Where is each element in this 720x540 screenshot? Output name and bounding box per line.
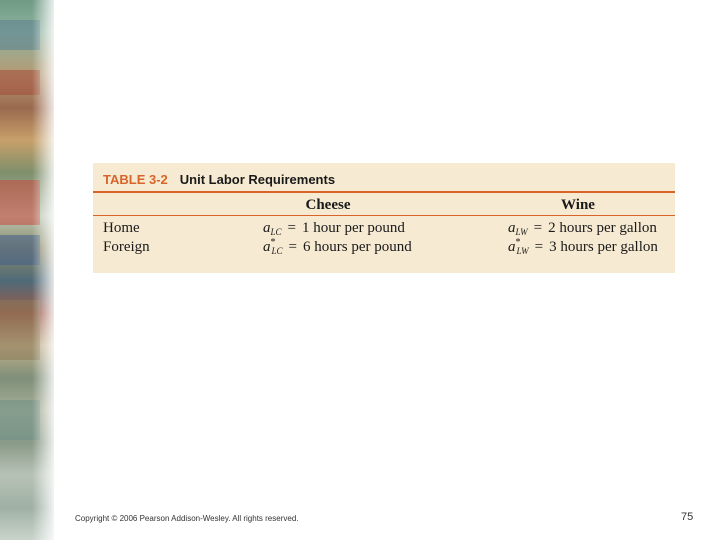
equals-sign: =	[533, 220, 543, 236]
table-top-rule	[93, 191, 675, 193]
symbol-a: a	[263, 239, 271, 255]
row-label-home: Home	[103, 220, 140, 236]
table-title-text: Unit Labor Requirements	[179, 172, 336, 187]
cell-home-cheese	[263, 220, 405, 237]
cell-foreign-cheese	[263, 239, 412, 256]
subscript: LW	[516, 246, 529, 256]
page-number: 75	[681, 511, 694, 523]
decorative-photo-strip	[0, 0, 54, 540]
cell-value: 3 hours per gallon	[549, 239, 658, 255]
foreign-star: *	[270, 237, 276, 248]
table-number: TABLE 3-2	[103, 172, 168, 187]
symbol-a: a	[263, 220, 271, 236]
equals-sign: =	[534, 239, 544, 255]
cell-value: 2 hours per gallon	[548, 220, 657, 236]
column-header-wine: Wine	[561, 197, 595, 213]
unit-labor-table	[93, 163, 675, 273]
subscript: LC	[271, 246, 283, 256]
subscript: LC	[270, 227, 282, 237]
cell-value: 6 hours per pound	[302, 239, 412, 255]
cell-home-wine	[508, 220, 657, 237]
row-label-foreign: Foreign	[103, 239, 150, 255]
foreign-star: *	[515, 237, 521, 248]
cell-foreign-wine	[508, 239, 658, 256]
header-rule	[93, 215, 675, 216]
symbol-a: a	[508, 220, 516, 236]
equals-sign: =	[287, 220, 296, 236]
table-title	[103, 169, 335, 191]
symbol-a: a	[508, 239, 516, 255]
copyright-notice: Copyright © 2006 Pearson Addison-Wesley. All rights reserved.	[75, 514, 299, 523]
cell-value: 1 hour per pound	[301, 220, 405, 236]
strip-fade	[32, 0, 54, 540]
equals-sign: =	[288, 239, 297, 255]
subscript: LW	[515, 227, 528, 237]
column-header-cheese: Cheese	[305, 197, 351, 213]
